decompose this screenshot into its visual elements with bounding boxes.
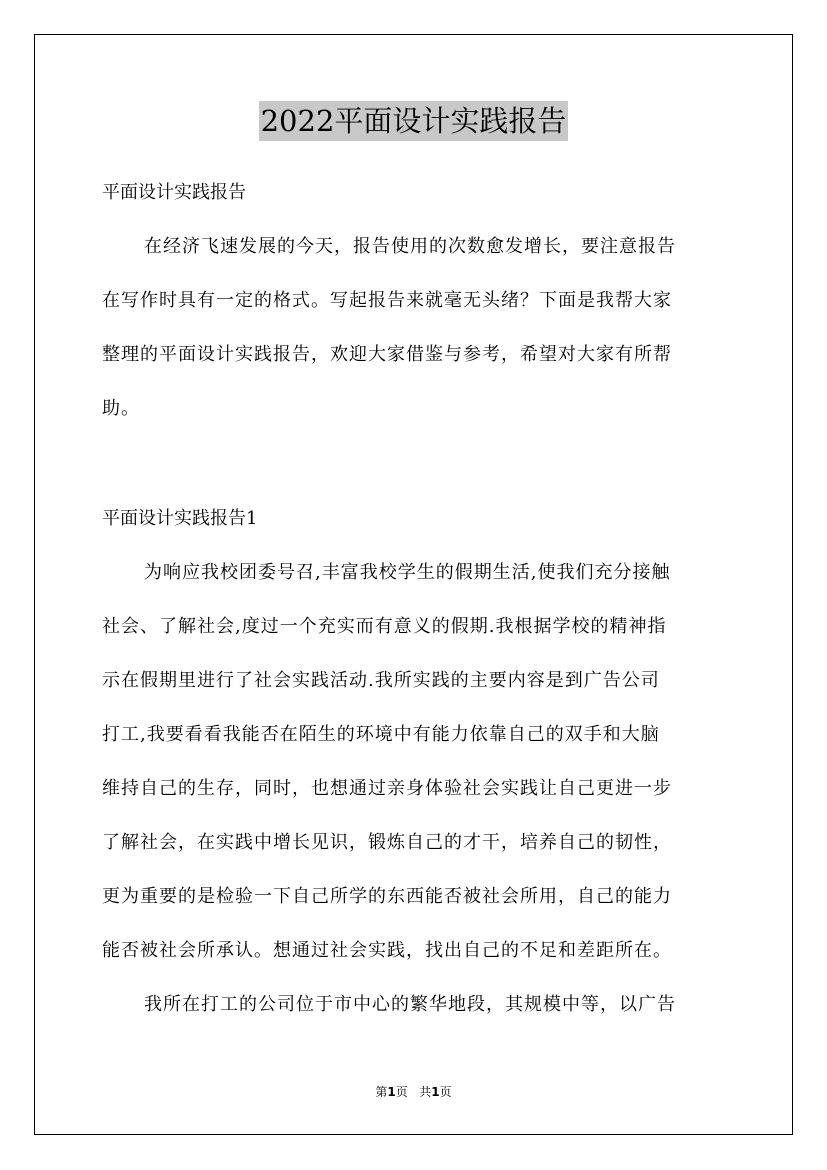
section-line-9: 我所在打工的公司位于市中心的繁华地段，其规模中等，以广告 xyxy=(144,994,676,1015)
title-container xyxy=(0,101,827,141)
document-title: 2022平面设计实践报告 xyxy=(259,101,569,141)
section-line-6: 了解社会，在实践中增长见识，锻炼自己的才干，培养自己的韧性， xyxy=(102,832,672,853)
footer-page-prefix: 第 xyxy=(375,1085,388,1099)
section-line-1: 为响应我校团委号召,丰富我校学生的假期生活,使我们充分接触 xyxy=(144,562,671,583)
section-line-5: 维持自己的生存，同时，也想通过亲身体验社会实践让自己更进一步 xyxy=(102,778,672,799)
footer-total-suffix: 页 xyxy=(439,1085,452,1099)
section-line-2: 社会、了解社会,度过一个充实而有意义的假期.我根据学校的精神指 xyxy=(102,616,667,637)
section-line-3: 示在假期里进行了社会实践活动.我所实践的主要内容是到广告公司 xyxy=(102,670,660,691)
footer-page-current: 1 xyxy=(387,1085,396,1099)
page-footer xyxy=(0,1084,827,1100)
section-heading: 平面设计实践报告1 xyxy=(102,508,258,529)
footer-total-prefix: 共 xyxy=(419,1085,432,1099)
intro-line-2: 在写作时具有一定的格式。写起报告来就毫无头绪？下面是我帮大家 xyxy=(102,290,672,311)
section-line-7: 更为重要的是检验一下自己所学的东西能否被社会所用，自己的能力 xyxy=(102,886,672,907)
section-line-4: 打工,我要看看我能否在陌生的环境中有能力依靠自己的双手和大脑 xyxy=(102,724,660,745)
footer-page-suffix: 页 xyxy=(395,1085,408,1099)
intro-heading: 平面设计实践报告 xyxy=(102,182,246,203)
intro-line-3: 整理的平面设计实践报告，欢迎大家借鉴与参考，希望对大家有所帮 xyxy=(102,344,672,365)
section-line-8: 能否被社会所承认。想通过社会实践，找出自己的不足和差距所在。 xyxy=(102,940,672,961)
intro-line-1: 在经济飞速发展的今天，报告使用的次数愈发增长，要注意报告 xyxy=(144,236,676,257)
intro-line-4: 助。 xyxy=(102,398,140,419)
footer-page-total: 1 xyxy=(431,1085,440,1099)
